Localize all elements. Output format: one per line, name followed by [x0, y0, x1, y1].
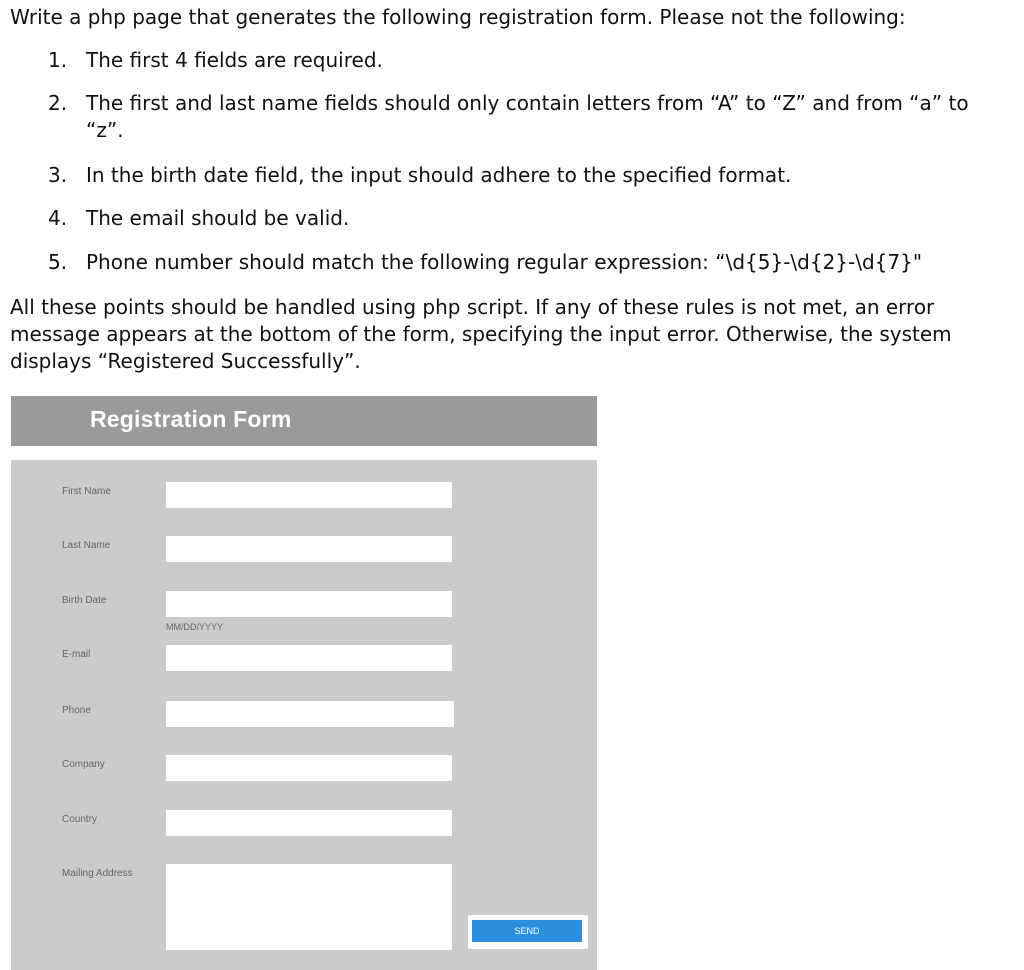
first-name-input[interactable]	[166, 482, 452, 508]
phone-input[interactable]	[166, 701, 454, 727]
email-label: E-mail	[62, 649, 91, 660]
list-item-number: 4.	[48, 206, 68, 230]
instructions-intro: Write a php page that generates the following registration form. Please not the following:	[10, 5, 906, 29]
list-item-text: The email should be valid.	[86, 206, 350, 230]
birth-date-label: Birth Date	[62, 595, 107, 606]
birth-date-format-hint: MM/DD/YYYY	[166, 622, 224, 632]
send-button-frame	[468, 915, 588, 949]
mailing-address-label: Mailing Address	[62, 868, 133, 879]
list-item-number: 2.	[48, 91, 68, 115]
last-name-label: Last Name	[62, 540, 111, 551]
list-item-text: The first 4 fields are required.	[86, 48, 383, 72]
list-item-text: Phone number should match the following regular expression: “\d{5}-\d{2}-\d{7}"	[86, 250, 923, 274]
birth-date-input[interactable]	[166, 591, 452, 617]
form-title: Registration Form	[90, 406, 292, 432]
company-input[interactable]	[166, 755, 452, 781]
email-input[interactable]	[166, 645, 452, 671]
registration-form	[11, 460, 597, 970]
first-name-label: First Name	[62, 486, 111, 497]
list-item-text: The first and last name fields should only contain letters from “A” to “Z” and from “a” to “z”.	[86, 91, 969, 142]
mailing-address-input[interactable]	[166, 864, 452, 950]
list-item-text: In the birth date field, the input should adhere to the specified format.	[86, 163, 792, 187]
list-item-number: 1.	[48, 48, 68, 72]
send-button[interactable]: SEND	[472, 920, 582, 942]
country-input[interactable]	[166, 810, 452, 836]
country-label: Country	[62, 814, 98, 825]
instructions-outro: All these points should be handled using php script. If any of these rules is not met, an error message appears at the bottom of the form, specifying the input error. Otherwise, the system displays “Registered Successfully”.	[10, 295, 952, 373]
list-item-number: 3.	[48, 163, 68, 187]
form-header	[11, 396, 597, 446]
phone-label: Phone	[62, 705, 91, 716]
last-name-input[interactable]	[166, 536, 452, 562]
company-label: Company	[62, 759, 105, 770]
list-item-number: 5.	[48, 250, 68, 274]
